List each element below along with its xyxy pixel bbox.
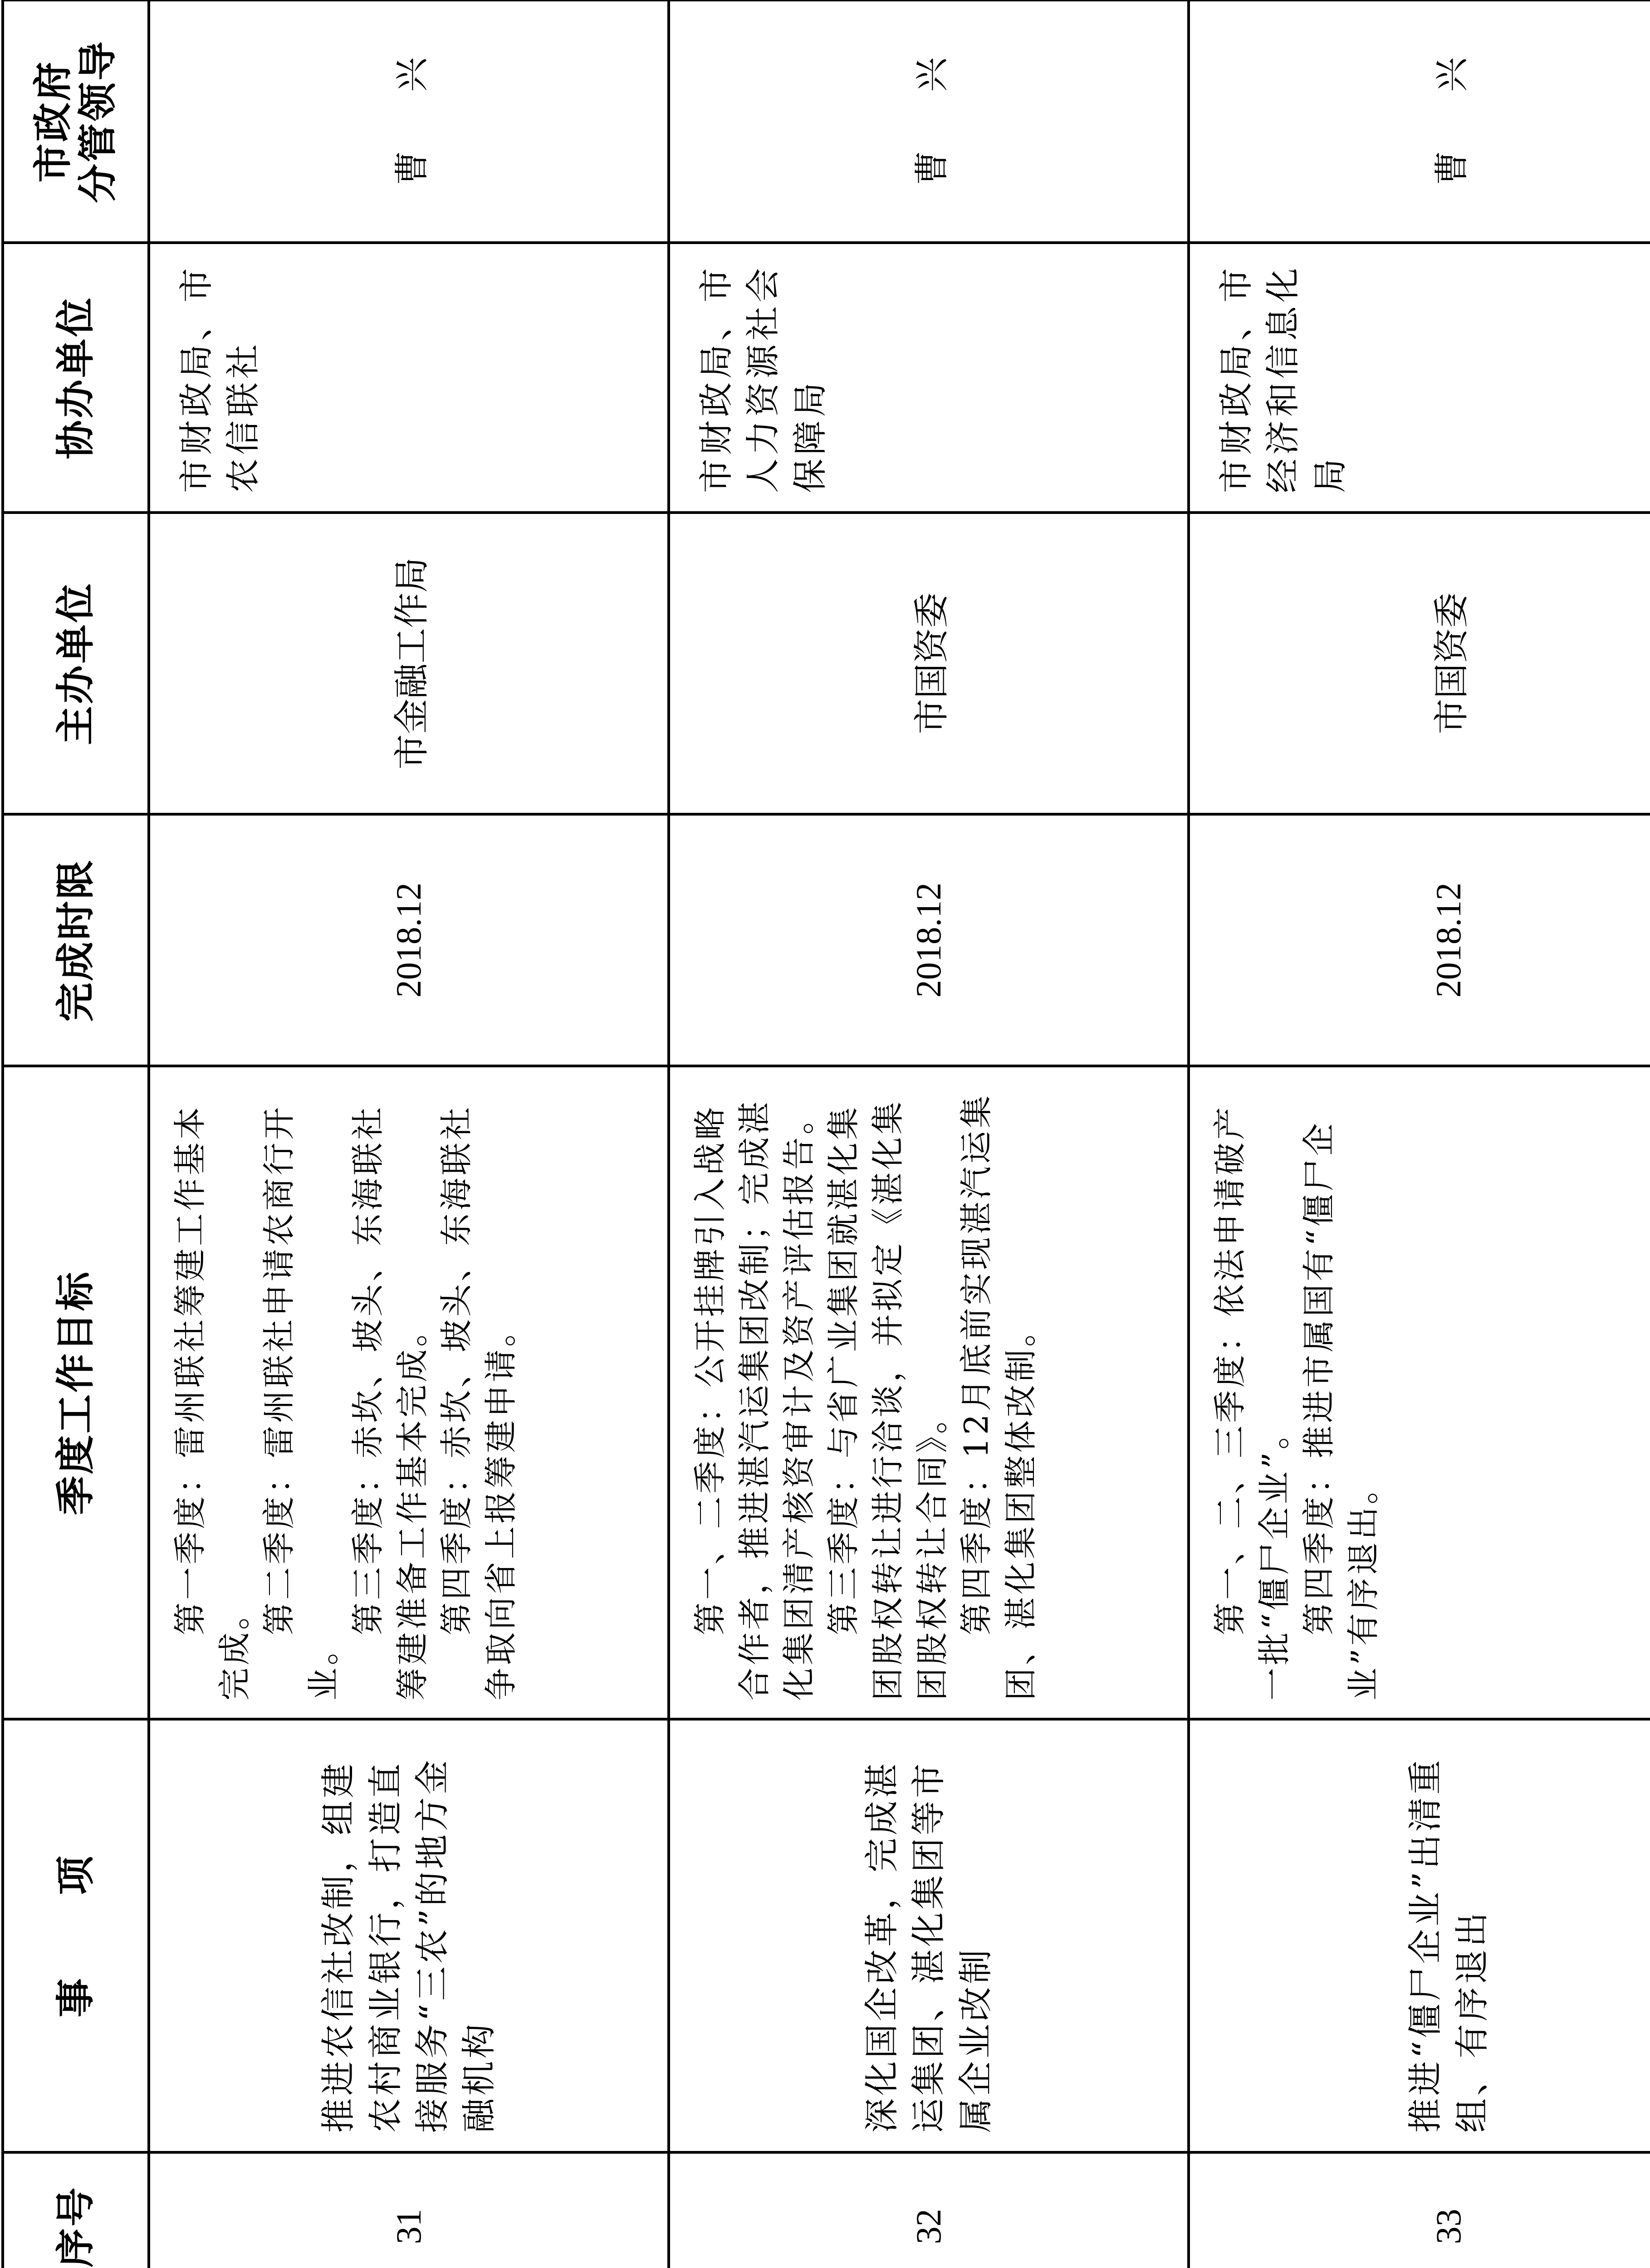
goal-line: 第一、二季度：公开挂牌引入战略合作者，推进湛汽运集团改制；完成湛化集团清产核资审计及资产评估报告。 [691,1099,818,1701]
table-row [149,0,669,2268]
row-leader [669,0,1189,243]
header-goals: 季度工作目标 [3,1066,149,1719]
goal-line: 第一、二、三季度：依法申请破产一批“僵尸企业”。 [1211,1104,1293,1701]
row-goals [669,1066,1189,1719]
row-leader [1189,0,1650,243]
header-seq: 序号 [3,2152,149,2268]
header-leader [3,0,149,243]
table-row [669,0,1189,2268]
row-item: 深化国企改革，完成湛运集团、湛化集团等市属企业改制 [669,1719,1189,2152]
leader-char-2: 兴 [911,57,952,92]
leader-char-1: 曹 [911,151,952,186]
row-lead-unit: 市国资委 [669,513,1189,814]
goal-line: 第一季度：雷州联社筹建工作基本完成。 [171,1104,254,1701]
header-lead-unit: 主办单位 [3,513,149,814]
row-item: 推进“僵尸企业”出清重组、有序退出 [1189,1719,1650,2152]
header-leader-line2: 分管领导 [75,39,121,203]
goal-line: 第四季度：赤坎、坡头、东海联社争取向省上报筹建申请。 [437,1104,520,1701]
leader-char-2: 兴 [1431,57,1472,92]
goal-line: 第四季度：推进市属国有“僵尸企业”有序退出。 [1299,1120,1382,1701]
header-row [3,0,149,2268]
row-assist-unit: 市财政局、市人力资源社会保障局 [669,243,1189,513]
row-deadline: 2018.12 [1189,814,1650,1066]
row-deadline: 2018.12 [669,814,1189,1066]
header-item: 事 项 [3,1719,149,2152]
header-assist-unit: 协办单位 [3,243,149,513]
row-seq: 33 [1189,2152,1650,2268]
row-seq: 31 [149,2152,669,2268]
row-lead-unit: 市国资委 [1189,513,1650,814]
header-leader-line1: 市政府 [30,60,76,183]
row-lead-unit: 市金融工作局 [149,513,669,814]
row-goals [1189,1066,1650,1719]
table-row [1189,0,1650,2268]
goal-line: 第三季度：与省广业集团就湛化集团股权转让进行洽谈，并拟定《湛化集团股权转让合同》。 [824,1099,951,1701]
row-item: 推进农信社改制，组建农村商业银行，打造直接服务“三农”的地方金融机构 [149,1719,669,2152]
row-goals [149,1066,669,1719]
row-assist-unit: 市财政局、市农信联社 [149,243,669,513]
header-deadline: 完成时限 [3,814,149,1066]
row-leader [149,0,669,243]
row-deadline: 2018.12 [149,814,669,1066]
row-assist-unit: 市财政局、市经济和信息化局 [1189,243,1650,513]
leader-char-2: 兴 [391,57,432,92]
row-seq: 32 [669,2152,1189,2268]
work-targets-table [1,0,1650,2268]
leader-char-1: 曹 [391,151,432,186]
goal-line: 第二季度：雷州联社申请农商行开业。 [259,1104,343,1701]
leader-char-1: 曹 [1431,151,1472,186]
goal-line: 第三季度：赤坎、坡头、东海联社筹建准备工作基本完成。 [348,1104,431,1701]
goal-line: 第四季度：12月底前实现湛汽运集团、湛化集团整体改制。 [957,1093,1040,1701]
